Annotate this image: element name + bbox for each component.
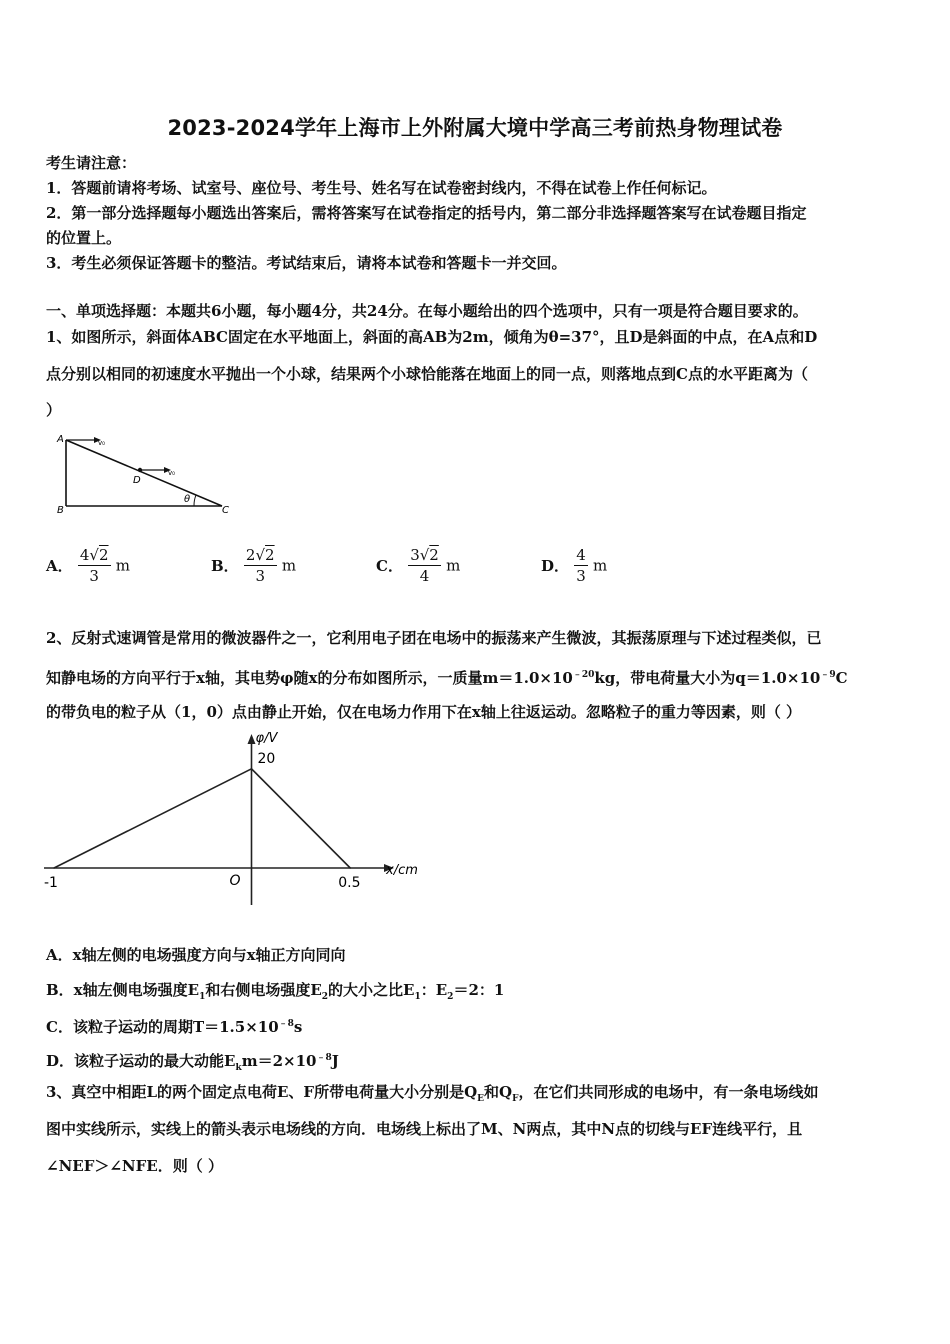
q3-line-1-c: ，在它们共同形成的电场中，有一条电场线如 bbox=[518, 1083, 819, 1101]
q2-b-sub4: 2 bbox=[447, 992, 454, 1002]
q2-b-a: B．x轴左侧电场强度E bbox=[46, 981, 200, 999]
q2-mass-exponent: ﹣20 bbox=[572, 670, 595, 680]
label-theta: θ bbox=[184, 494, 191, 505]
q2-c-a: C．该粒子运动的周期T＝1.5×10 bbox=[46, 1018, 279, 1036]
q3-line-3: ∠NEF＞∠NFE．则（ ） bbox=[46, 1157, 223, 1175]
q1-b-root: 2 bbox=[265, 546, 275, 564]
q1-line-3: ） bbox=[46, 401, 62, 419]
q2-y-axis-arrow bbox=[248, 734, 256, 744]
q2-option-a[interactable]: A．x轴左侧的电场强度方向与x轴正方向同向 bbox=[46, 946, 346, 964]
q2-c-exp: ﹣8 bbox=[278, 1019, 294, 1029]
q2-b-c: 的大小之比E bbox=[328, 981, 415, 999]
q1-a-unit: m bbox=[115, 556, 130, 575]
q1-option-a-fraction: $\frac{4√2}{3}$ bbox=[79, 546, 109, 585]
q1-option-d[interactable] bbox=[541, 545, 607, 586]
q2-line-2-a: 知静电场的方向平行于x轴，其电势φ随x的分布如图所示，一质量m＝1.0×10 bbox=[46, 669, 573, 687]
incline-slope-ac bbox=[66, 440, 222, 506]
q2-option-d[interactable] bbox=[46, 1048, 908, 1078]
q1-option-c-label: C． bbox=[376, 557, 403, 575]
notice-heading: 考生请注意： bbox=[46, 154, 137, 172]
q2-x-tick-label: 0.5 bbox=[338, 875, 361, 891]
q1-option-b[interactable] bbox=[211, 545, 296, 586]
notice-item-2-cont: 的位置上。 bbox=[46, 229, 122, 247]
notice-item-1: 1．答题前请将考场、试室号、座位号、考生号、姓名写在试卷密封线内，不得在试卷上作任何标记。 bbox=[46, 179, 717, 197]
q2-d-c: J bbox=[331, 1052, 339, 1070]
label-v0-a: v₀ bbox=[98, 439, 105, 447]
q1-option-c-fraction: $\frac{3√2}{4}$ bbox=[410, 546, 439, 585]
label-b: B bbox=[57, 505, 64, 516]
q1-b-coef: 2 bbox=[245, 546, 256, 564]
q3-line-2: 图中实线所示，实线上的箭头表示电场线的方向．电场线上标出了M、N两点，其中N点的切线与EF连线平行，且 bbox=[46, 1120, 803, 1138]
q2-b-sub1: 1 bbox=[199, 992, 206, 1002]
q1-b-unit: m bbox=[281, 556, 297, 575]
q1-a-root: 2 bbox=[98, 546, 109, 564]
exam-title: 2023-2024学年上海市上外附属大境中学高三考前热身物理试卷 bbox=[167, 116, 783, 140]
q3-line-1-b: 和Q bbox=[484, 1083, 513, 1101]
q3-sub-f: F bbox=[512, 1094, 519, 1104]
q2-b-d: ：E bbox=[420, 981, 448, 999]
q2-series-segment bbox=[252, 769, 351, 868]
q1-option-d-label: D． bbox=[541, 557, 570, 575]
q2-line-2 bbox=[46, 665, 908, 688]
label-c: C bbox=[222, 505, 229, 516]
section-1-heading: 一、单项选择题：本题共6小题，每小题4分，共24分。在每小题给出的四个选项中，只有一项是符合题目要求的。 bbox=[46, 302, 808, 320]
q2-b-e: ＝2：1 bbox=[453, 981, 505, 999]
q1-a-coef: 4 bbox=[79, 546, 90, 564]
notice-item-2: 2．第一部分选择题每小题选出答案后，需将答案写在试卷指定的括号内，第二部分非选择题答案写在试卷题目指定 bbox=[46, 204, 807, 222]
q2-data-point bbox=[251, 768, 253, 770]
q1-a-den: 3 bbox=[89, 567, 99, 585]
q1-c-coef: 3 bbox=[410, 546, 420, 564]
theta-arc bbox=[194, 495, 196, 506]
q2-potential-chart bbox=[40, 730, 418, 905]
q2-c-b: s bbox=[293, 1018, 303, 1036]
q1-c-den: 4 bbox=[419, 567, 430, 585]
q1-option-a[interactable] bbox=[46, 545, 130, 586]
q1-d-den: 3 bbox=[576, 567, 586, 585]
point-d-dot bbox=[138, 468, 142, 472]
q2-d-sub: k bbox=[235, 1063, 242, 1073]
q1-option-c[interactable] bbox=[376, 545, 460, 586]
label-d: D bbox=[133, 475, 141, 486]
q1-option-b-label: B． bbox=[211, 557, 239, 575]
notice-item-3: 3．考生必须保证答题卡的整洁。考试结束后，请将本试卷和答题卡一并交回。 bbox=[46, 254, 567, 272]
q1-c-unit: m bbox=[446, 556, 461, 575]
q3-line-1-a: 3、真空中相距L的两个固定点电荷E、F所带电荷量大小分别是Q bbox=[46, 1083, 478, 1101]
q2-x-tick-label: O bbox=[229, 873, 241, 889]
q2-b-sub2: 2 bbox=[321, 992, 329, 1002]
q2-x-axis-label: x/cm bbox=[386, 863, 418, 878]
q2-d-a: D．该粒子运动的最大动能E bbox=[46, 1052, 236, 1070]
label-a: A bbox=[57, 434, 64, 445]
q2-y-axis-label: φ/V bbox=[255, 731, 278, 746]
q2-line-3: 的带负电的粒子从（1，0）点由静止开始，仅在电场力作用下在x轴上往返运动。忽略粒子的重力等因素，则（ ） bbox=[46, 703, 802, 721]
q2-line-2-c: C bbox=[835, 669, 848, 687]
q2-option-b[interactable] bbox=[46, 980, 908, 1007]
label-v0-d: v₀ bbox=[168, 469, 175, 477]
q2-line-1: 2、反射式速调管是常用的微波器件之一，它利用电子团在电场中的振荡来产生微波，其振荡原理与下述过程类似，已 bbox=[46, 629, 822, 647]
q1-option-d-fraction bbox=[574, 545, 588, 586]
q3-line-1 bbox=[46, 1082, 908, 1109]
q1-b-den: 3 bbox=[255, 567, 266, 585]
q1-incline-figure bbox=[44, 428, 244, 518]
q1-line-2: 点分别以相同的初速度水平抛出一个小球，结果两个小球恰能落在地面上的同一点，则落地点到C点的水平距离为（ bbox=[46, 365, 808, 383]
q2-series-segment bbox=[54, 769, 252, 868]
q2-b-b: 和右侧电场强度E bbox=[205, 981, 322, 999]
q2-x-tick-label: -1 bbox=[44, 875, 58, 891]
q2-data-point bbox=[53, 867, 55, 869]
q1-option-b-fraction: $\frac{2√2}{3}$ bbox=[245, 546, 275, 585]
q1-line-1: 1、如图所示，斜面体ABC固定在水平地面上，斜面的高AB为2m，倾角为θ=37°，且D是斜面的中点，在A点和D bbox=[46, 328, 818, 346]
q2-charge-exponent: ﹣9 bbox=[820, 670, 836, 680]
q1-d-unit: m bbox=[593, 556, 608, 575]
q1-option-a-label: A． bbox=[46, 557, 73, 575]
q2-y-tick-label: 20 bbox=[257, 750, 276, 767]
q2-series-group bbox=[53, 768, 351, 869]
q2-d-exp: ﹣8 bbox=[316, 1053, 332, 1063]
q2-option-c[interactable] bbox=[46, 1014, 908, 1037]
q2-data-point bbox=[349, 867, 351, 869]
q3-sub-e: E bbox=[477, 1094, 485, 1104]
q2-d-b: m＝2×10 bbox=[241, 1052, 317, 1070]
q1-d-num: 4 bbox=[576, 546, 586, 564]
q1-c-root: 2 bbox=[429, 546, 439, 564]
q2-line-2-b: kg，带电荷量大小为q＝1.0×10 bbox=[594, 669, 821, 687]
q2-b-sub3: 1 bbox=[414, 992, 421, 1002]
